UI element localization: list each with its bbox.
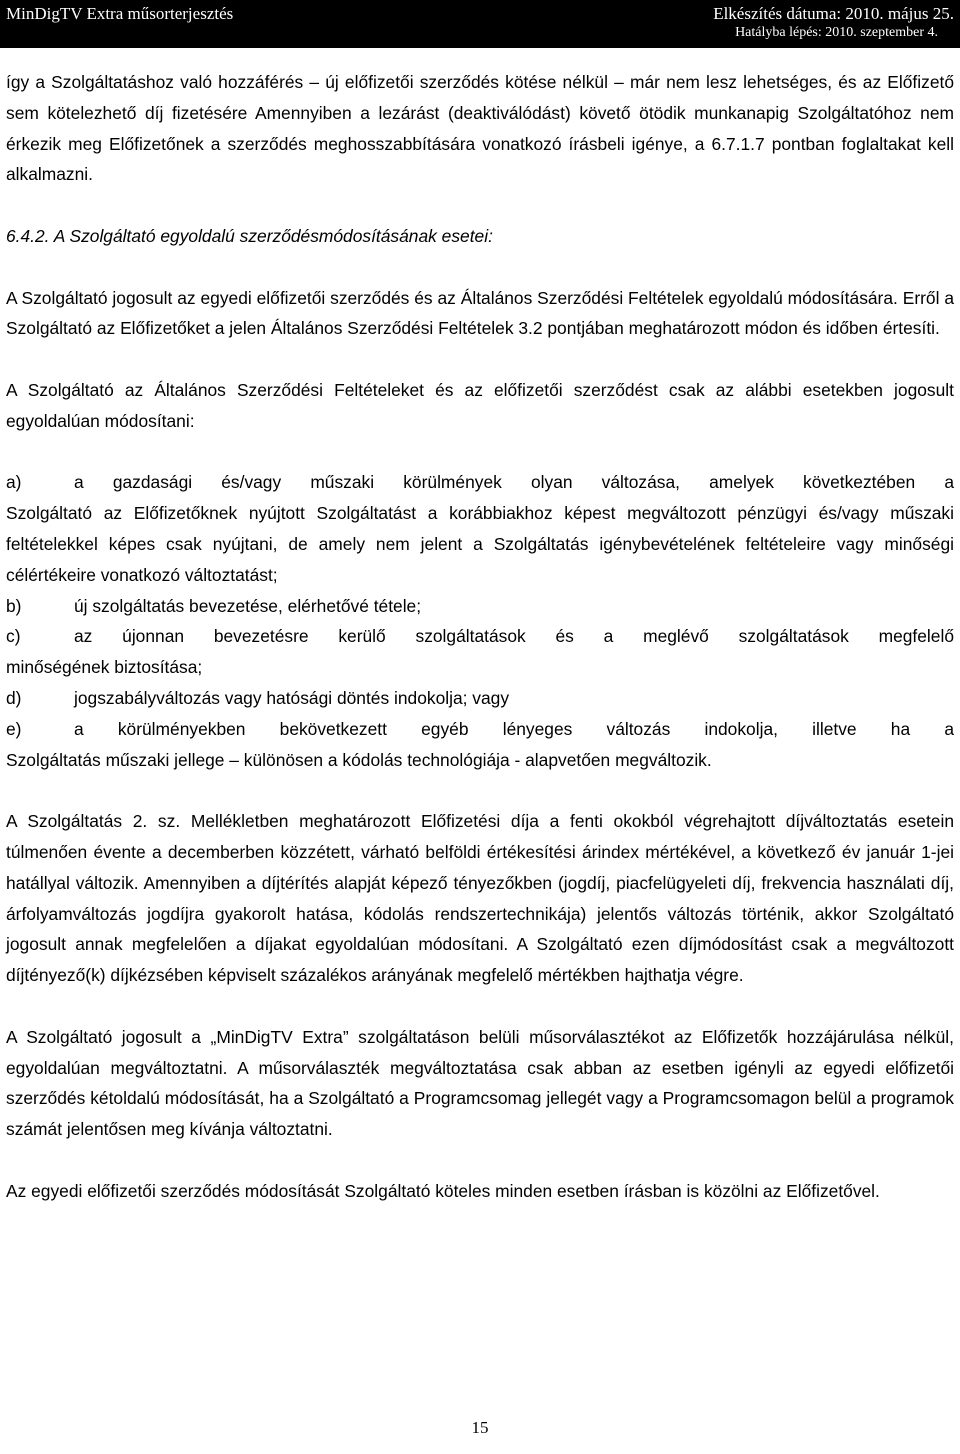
page-number: 15 (471, 1418, 489, 1437)
list-item-continuation: minőségének biztosítása; (6, 657, 203, 678)
list-item-label: b) (6, 595, 22, 616)
paragraph-access-termination: így a Szolgáltatáshoz való hozzáférés – új előfizetői szerződés kötése nélkül – már nem lesz lehetséges, és az Előfizető sem kötelezhető díj fizetésére Amennyiben a lezárást (deaktiválódást) követő ötödik munkanapig Szolgáltatóhoz nem érkezik meg Előfizetőnek a szerződés meghosszabbítására vonatkozó írásbeli igénye, a 6.7.1.7 pontban foglaltakat kell alkalmazni. (6, 72, 954, 185)
paragraph-notification: Az egyedi előfizetői szerződés módosítását Szolgáltató köteles minden esetben írásban is közölni az Előfizetővel. (6, 1180, 880, 1201)
list-item-continuation: Szolgáltatás műszaki jellege – különösen a kódolás technológiája - alapvetően megváltozik. (6, 749, 712, 770)
list-item-text: új szolgáltatás bevezetése, elérhetővé tétele; (74, 595, 422, 616)
header-created-date: Elkészítés dátuma: 2010. május 25. (713, 4, 954, 23)
list-item-text: a gazdasági és/vagy műszaki körülmények olyan változása, amelyek következtében a (74, 472, 954, 493)
paragraph-cases-intro: A Szolgáltató az Általános Szerződési Feltételeket és az előfizetői szerződést csak az alábbi esetekben jogosult egyoldalúan módosítani: (6, 379, 954, 431)
paragraph-unilateral-right: A Szolgáltató jogosult az egyedi előfizetői szerződés és az Általános Szerződési Feltételek egyoldalú módosítására. Erről a Szolgáltató az Előfizetőket a jelen Általános Szerződési Feltételek 3.2 pontjában meghatározott módon és időben értesíti. (6, 287, 954, 339)
list-item-label: e) (6, 718, 22, 739)
list-item-label: d) (6, 687, 22, 708)
document-header (0, 0, 960, 48)
header-effective-date: Hatályba lépés: 2010. szeptember 4. (735, 25, 938, 40)
list-item-continuation: Szolgáltató az Előfizetőknek nyújtott Szolgáltatást a korábbiakhoz képest megváltozott pénzügyi és/vagy műszaki feltételekkel képes csak nyújtani, de amely nem jelent a Szolgáltatás igénybevételének feltételeire vagy minőségi célértékeire vonatkozó változtatást; (6, 503, 954, 585)
list-item-text: az újonnan bevezetésre kerülő szolgáltatások és a meglévő szolgáltatások megfelelő (74, 626, 954, 647)
list-item-text: jogszabályváltozás vagy hatósági döntés indokolja; vagy (74, 687, 510, 708)
list-item-b (6, 591, 954, 622)
document-body (6, 67, 954, 1206)
list-item-label: c) (6, 626, 21, 647)
list-item-c (6, 621, 954, 683)
list-item-e (6, 714, 954, 776)
list-item-text: a körülményekben bekövetkezett egyéb lényeges változás indokolja, illetve ha a (74, 718, 954, 739)
list-item-d (6, 683, 954, 714)
header-title: MinDigTV Extra műsorterjesztés (6, 4, 234, 23)
section-heading: 6.4.2. A Szolgáltató egyoldalú szerződésmódosításának esetei: (6, 225, 493, 246)
paragraph-fee-change: A Szolgáltatás 2. sz. Mellékletben meghatározott Előfizetési díja a fenti okokból végrehajtott díjváltoztatás esetein túlmenően évente a decemberben közzétett, várható belföldi értékesítési árindex mértékével, a következő év január 1-jei hatállyal változik. Amennyiben a díjtérítés alapját képező tényezőkben (jogdíj, piacfelügyeleti díj, frekvencia használati díj, árfolyamváltozás jogdíjra gyakorolt hatása, kódolás rendszertechnikája) jelentős változás történik, akkor Szolgáltató jogosult annak megfelelően a díjakat egyoldalúan módosítani. A Szolgáltató ezen díjmódosítást csak a megváltozott díjtényező(k) díjkézsében képviselt százalékos arányának megfelelő mértékben hajthatja végre. (6, 811, 954, 986)
list-item-a (6, 467, 954, 590)
paragraph-channel-lineup: A Szolgáltató jogosult a „MinDigTV Extra” szolgáltatáson belüli műsorválasztékot az Előfizetők hozzájárulása nélkül, egyoldalúan megváltoztatni. A műsorválaszték megváltoztatása csak abban az esetben igényli az egyedi előfizetői szerződés kétoldalú módosítását, ha a Szolgáltató a Programcsomag jellegét vagy a Programcsomagon belül a programok számát jelentősen meg kívánja változtatni. (6, 1026, 954, 1140)
list-item-label: a) (6, 472, 22, 493)
